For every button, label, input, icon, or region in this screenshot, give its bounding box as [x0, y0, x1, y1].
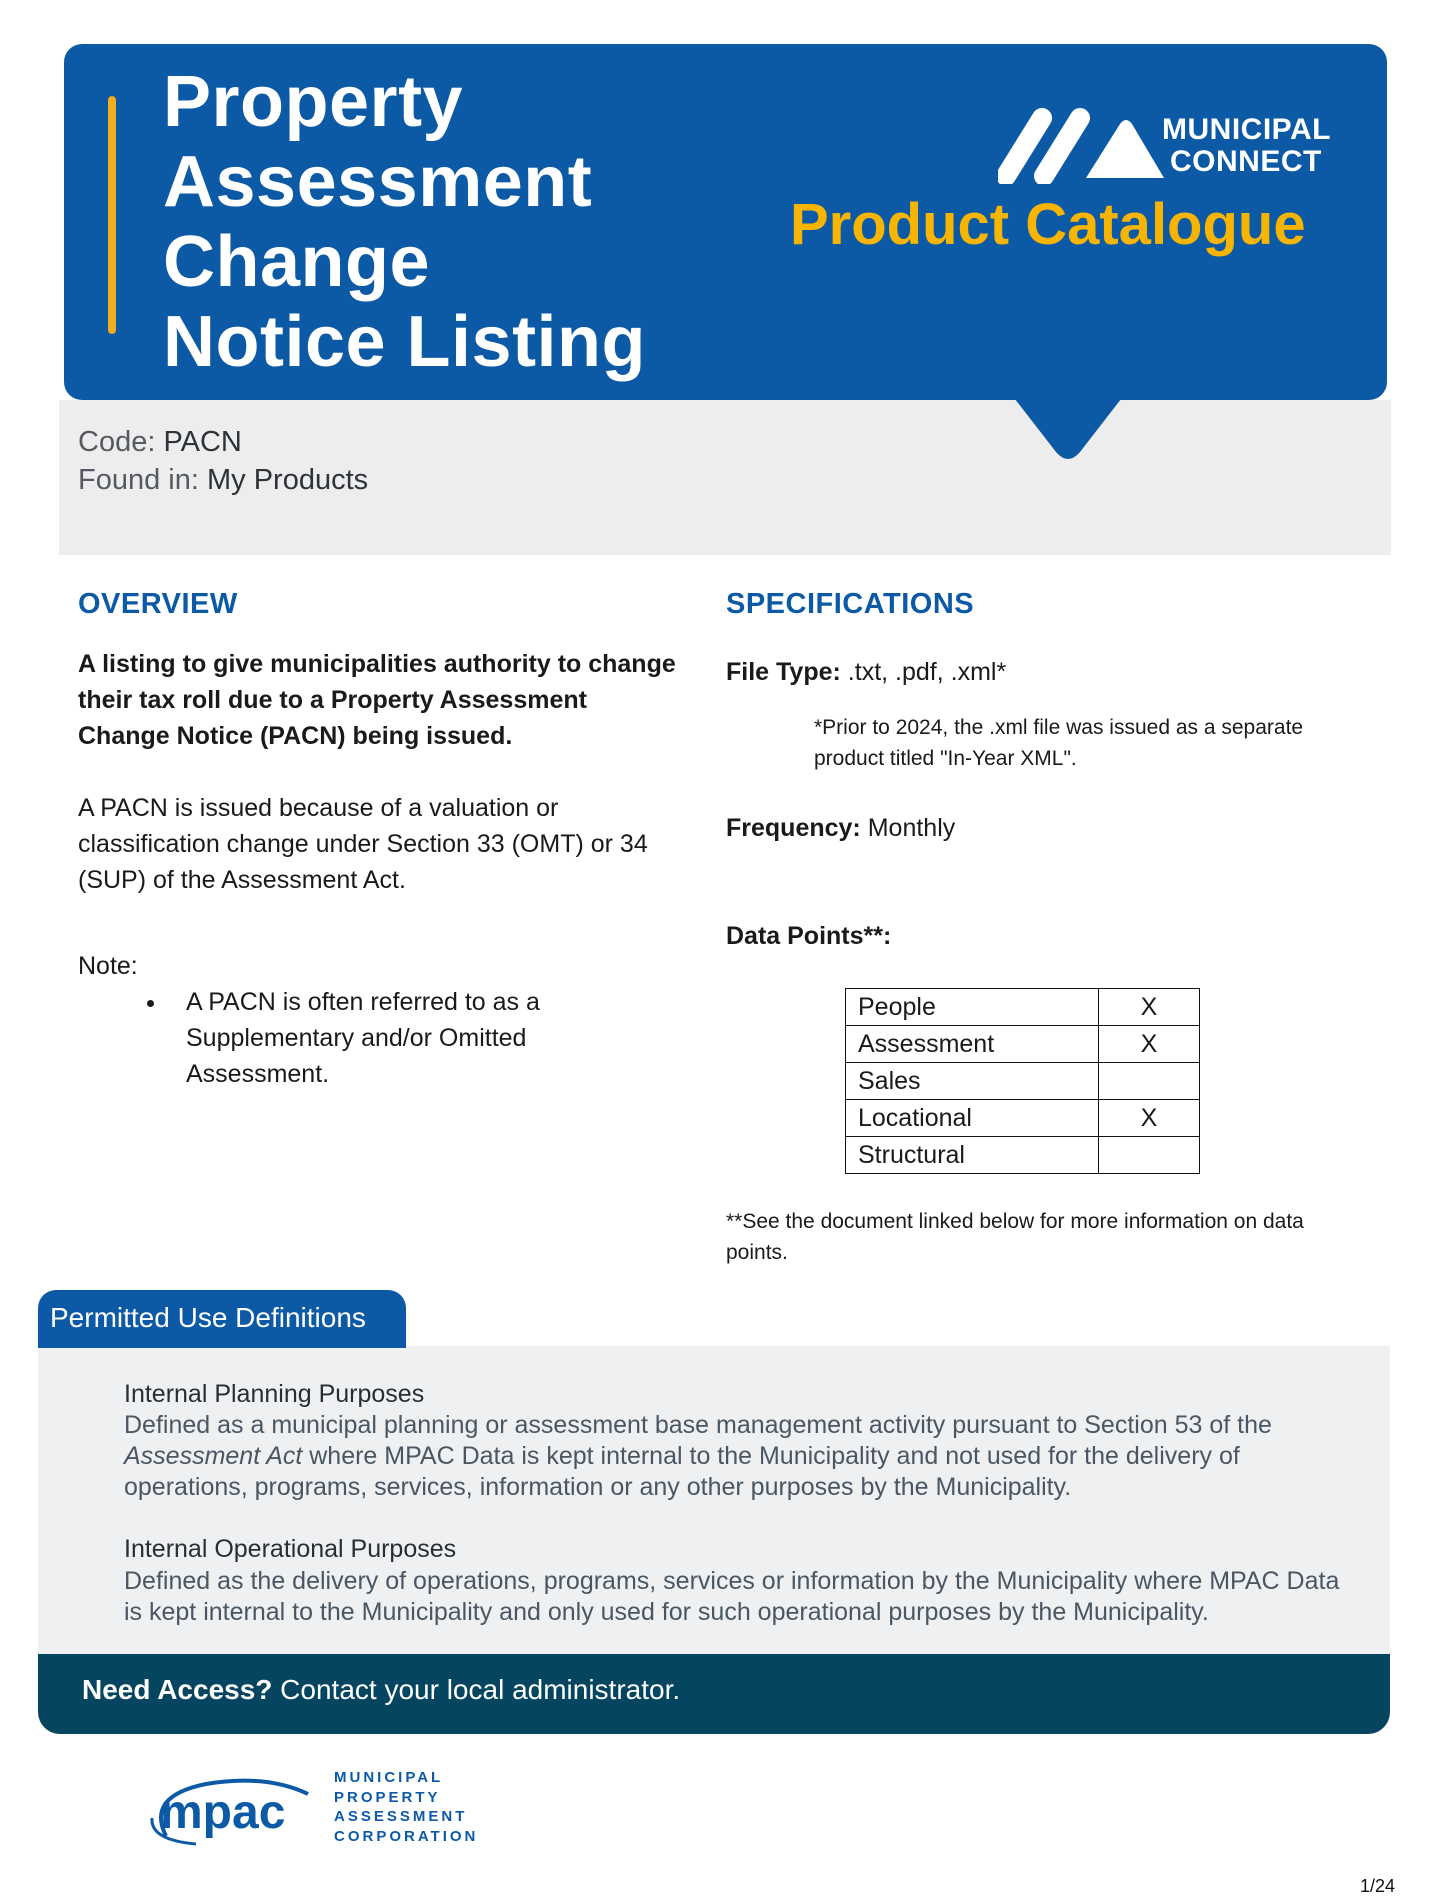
data-point-mark — [1099, 1137, 1200, 1174]
code-line — [78, 424, 242, 460]
file-type-value: .txt, .pdf, .xml* — [847, 658, 1007, 686]
banner-notch — [1008, 390, 1128, 470]
list-item: • A PACN is often referred to as a Supplementary and/or Omitted Assessment. — [168, 984, 648, 1092]
data-point-mark: X — [1099, 989, 1200, 1026]
found-in-label: Found in: — [78, 464, 199, 496]
accent-bar — [108, 96, 116, 334]
file-type-label: File Type: — [726, 658, 841, 686]
page-title — [163, 62, 723, 382]
title-line: Property — [163, 62, 464, 142]
code-value: PACN — [163, 426, 242, 458]
data-point-label: Locational — [846, 1100, 1099, 1137]
table-row — [846, 989, 1200, 1026]
access-text: Contact your local administrator. — [272, 1674, 681, 1705]
file-type-note: *Prior to 2024, the .xml file was issued as a separate product titled "In-Year XML". — [814, 716, 1304, 770]
data-point-label: Sales — [846, 1063, 1099, 1100]
data-point-label: Assessment — [846, 1026, 1099, 1063]
specifications-heading: SPECIFICATIONS — [726, 588, 975, 620]
data-points-table — [845, 988, 1200, 1174]
found-in-value: My Products — [206, 464, 369, 496]
title-line: Change — [163, 222, 431, 302]
note-label: Note: — [78, 952, 138, 980]
brand-line: MUNICIPAL — [1162, 113, 1331, 146]
access-heading: Need Access? — [82, 1674, 273, 1705]
table-row — [846, 1063, 1200, 1100]
org-line: MUNICIPAL — [334, 1769, 444, 1786]
act-name: Assessment Act — [124, 1442, 303, 1470]
overview-lead: A listing to give municipalities authority to change their tax roll due to a Property Assessment Change Notice (PACN) being issued. — [78, 650, 676, 750]
definition-text: Defined as a municipal planning or assessment base management activity pursuant to Section 53 of the — [124, 1411, 1272, 1439]
mpac-wordmark: mpac — [160, 1786, 286, 1839]
file-type-line — [726, 654, 1006, 690]
data-points-label: Data Points**: — [726, 922, 892, 950]
org-line: ASSESSMENT — [334, 1808, 468, 1825]
note-list — [120, 984, 648, 1092]
org-line: CORPORATION — [334, 1827, 479, 1845]
page-number: 1/24 — [1360, 1876, 1396, 1896]
brand-line: CONNECT — [1170, 145, 1322, 178]
internal-planning-title: Internal Planning Purposes — [124, 1380, 425, 1408]
brand-name — [1162, 114, 1331, 178]
data-points-footnote: **See the document linked below for more information on data points. — [726, 1210, 1304, 1264]
frequency-value: Monthly — [867, 814, 956, 842]
title-line: Assessment — [163, 142, 593, 222]
table-row — [846, 1100, 1200, 1137]
data-point-mark: X — [1099, 1026, 1200, 1063]
table-row — [846, 1137, 1200, 1174]
overview-heading: OVERVIEW — [78, 588, 238, 620]
frequency-line — [726, 810, 955, 846]
frequency-label: Frequency: — [726, 814, 861, 842]
internal-operational-text: Defined as the delivery of operations, programs, services or information by the Municipality where MPAC Data is kept internal to the Municipality and only used for such operational purposes by the Municipality. — [124, 1567, 1340, 1626]
overview-body: A PACN is issued because of a valuation or classification change under Section 33 (OMT) or 34 (SUP) of the Assessment Act. — [78, 794, 648, 894]
definition-text: where MPAC Data is kept internal to the Municipality and not used for the delivery of operations, programs, services, information or any other purposes by the Municipality. — [124, 1442, 1240, 1501]
found-in-line — [78, 462, 368, 498]
municipal-connect-logo-icon — [998, 104, 1168, 184]
permitted-use-tab: Permitted Use Definitions — [38, 1290, 406, 1348]
catalogue-label: Product Catalogue — [790, 192, 1306, 257]
table-row — [846, 1026, 1200, 1063]
data-point-mark: X — [1099, 1100, 1200, 1137]
access-bar — [38, 1654, 1390, 1734]
org-line: PROPERTY — [334, 1788, 441, 1806]
mpac-logo-icon — [146, 1766, 316, 1846]
mpac-org-name — [334, 1768, 478, 1846]
data-point-label: People — [846, 989, 1099, 1026]
title-line: Notice Listing — [163, 302, 647, 382]
data-point-mark — [1099, 1063, 1200, 1100]
internal-operational-title: Internal Operational Purposes — [124, 1535, 457, 1563]
code-label: Code: — [78, 426, 156, 458]
internal-planning-text — [124, 1410, 1344, 1503]
data-point-label: Structural — [846, 1137, 1099, 1174]
